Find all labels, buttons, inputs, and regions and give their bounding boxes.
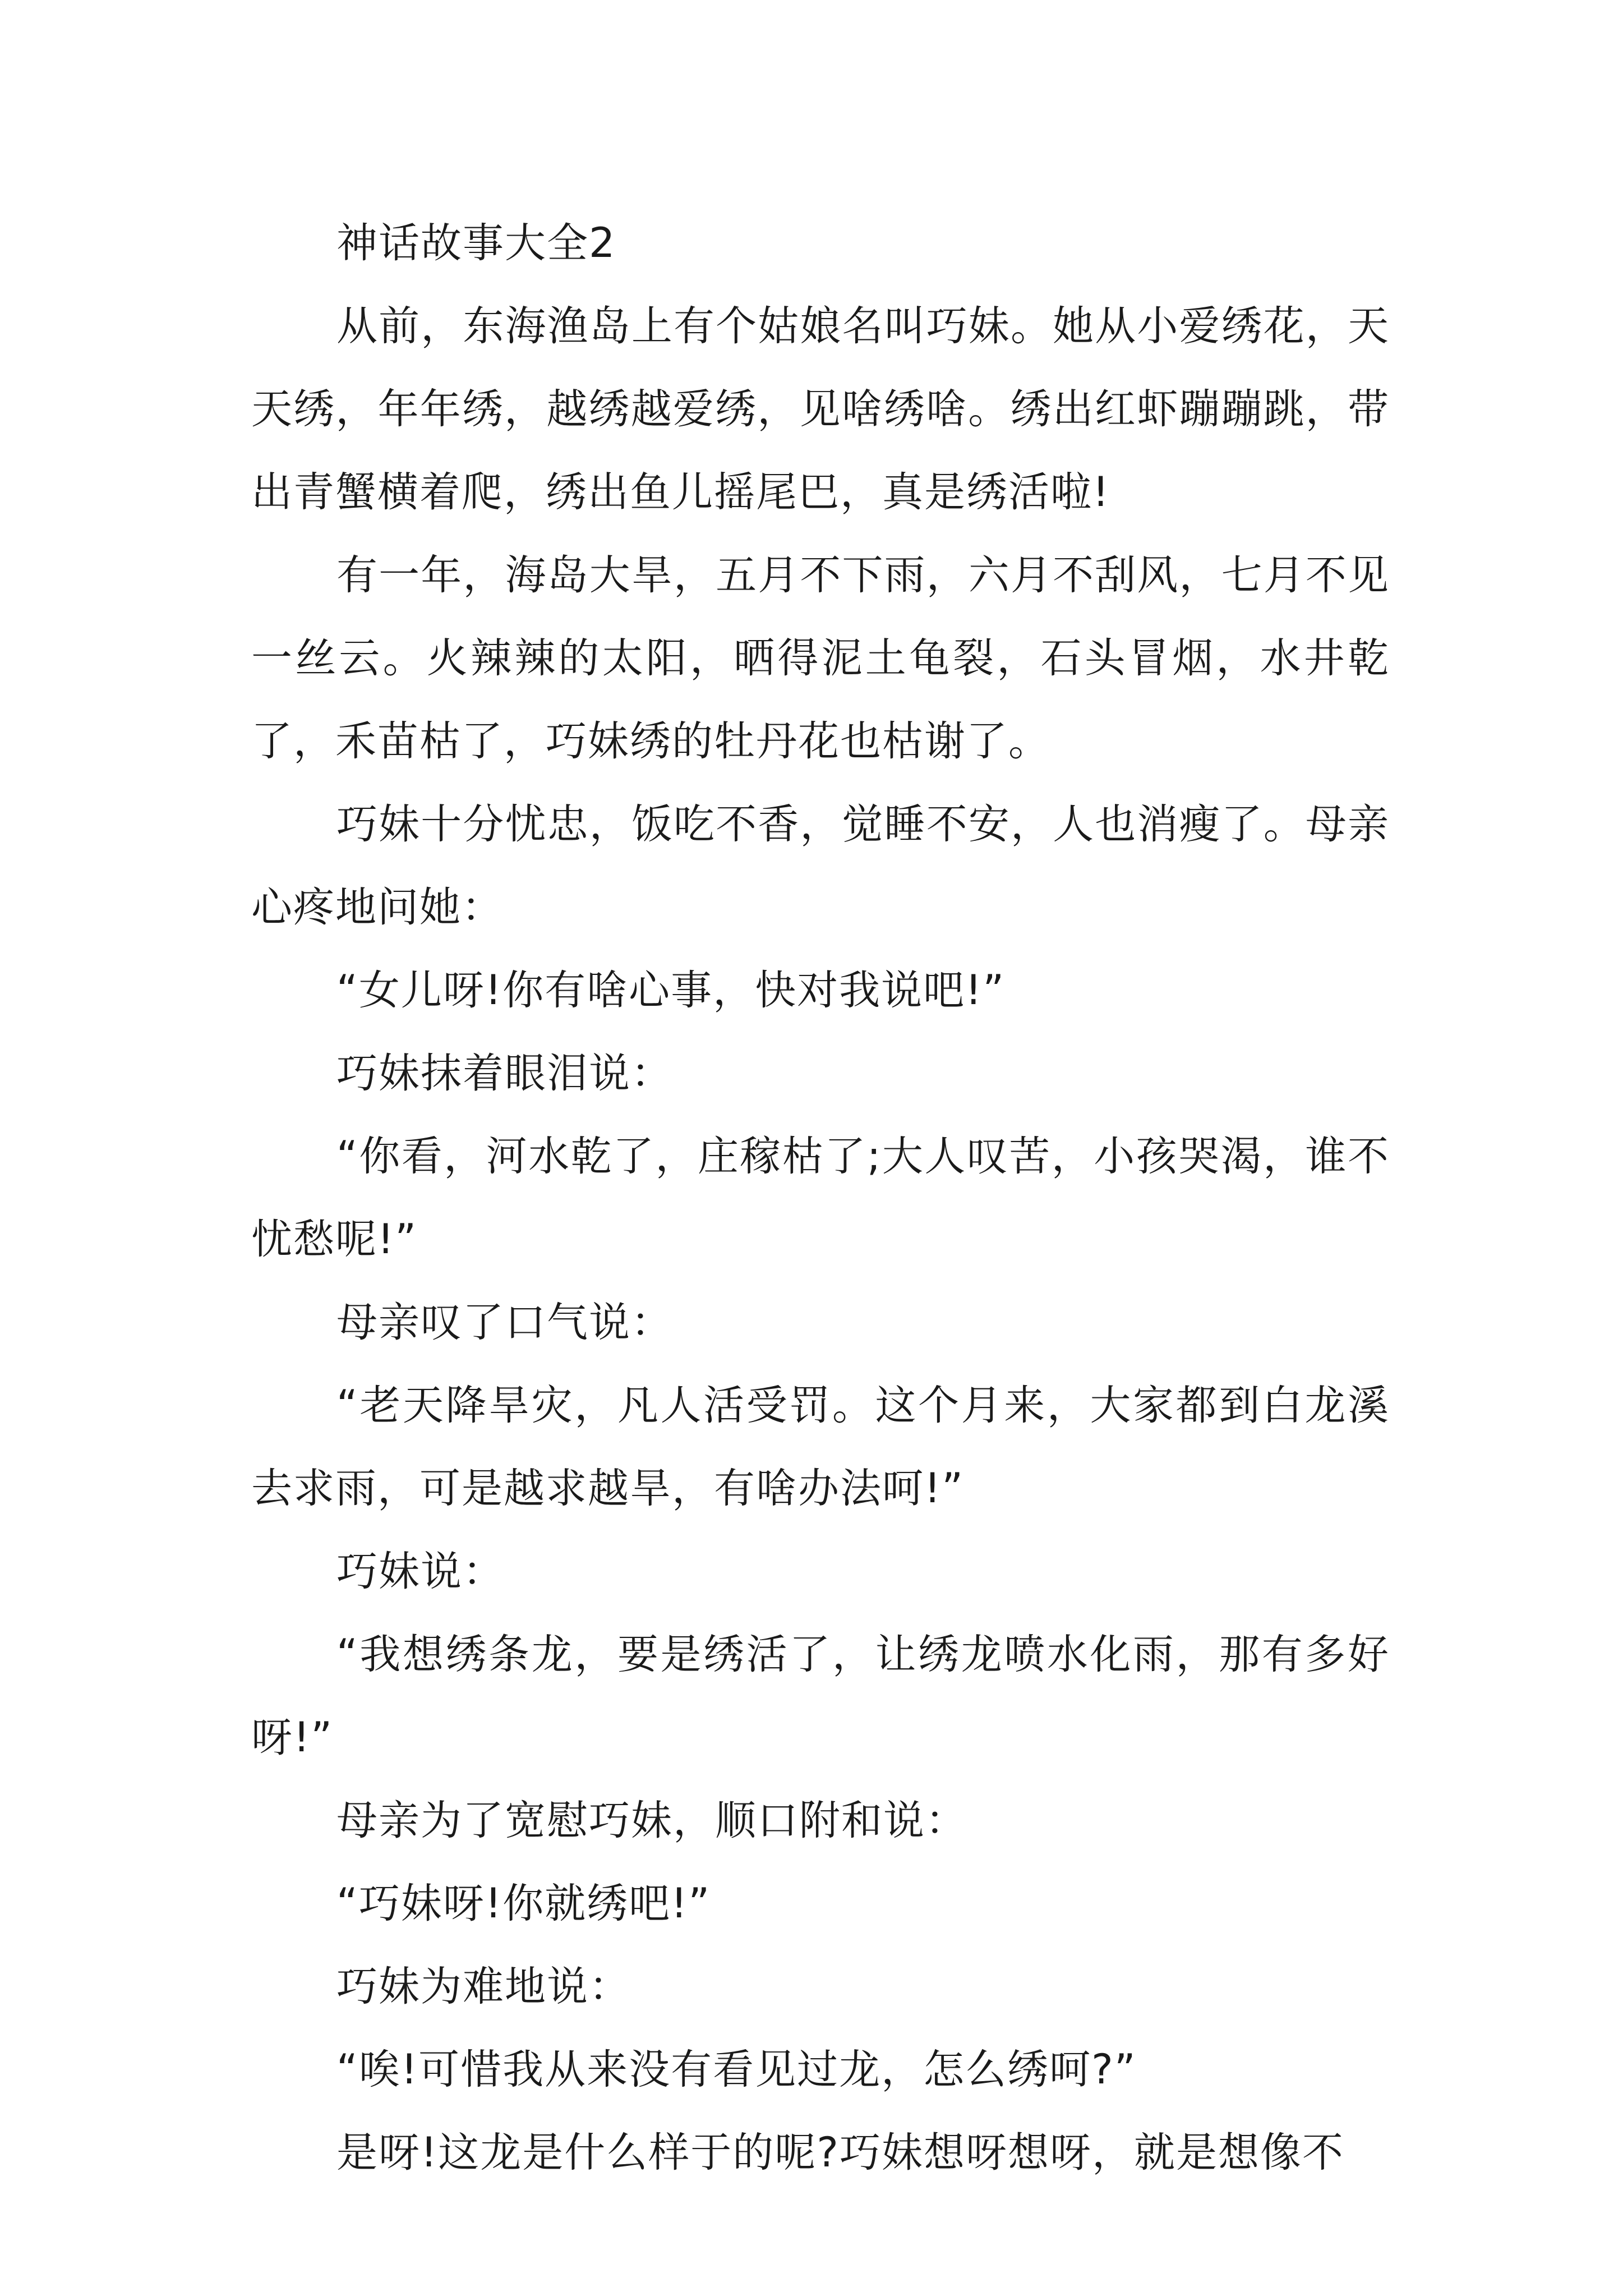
paragraph: “唉!可惜我从来没有看见过龙，怎么绣呵?” <box>336 2046 1137 2093</box>
paragraph: 是呀!这龙是什么样于的呢?巧妹想呀想呀，就是想像不 <box>336 2129 1345 2177</box>
paragraph: 有一年，海岛大旱，五月不下雨，六月不刮风，七月不见一丝云。火辣辣的太阳，晒得泥土龟裂，石头冒烟，水井乾了，禾苗枯了，巧妹绣的牡丹花也枯谢了。 <box>251 551 1390 765</box>
paragraph: “我想绣条龙，要是绣活了，让绣龙喷水化雨，那有多好呀!” <box>251 1631 1390 1761</box>
document-title: 神话故事大全2 <box>336 219 616 267</box>
paragraph: 从前，东海渔岛上有个姑娘名叫巧妹。她从小爱绣花，天天绣，年年绣，越绣越爱绣，见啥绣啥。绣出红虾蹦蹦跳，带出青蟹横着爬，绣出鱼儿摇尾巴，真是绣活啦! <box>251 302 1390 516</box>
paragraph: 巧妹抹着眼泪说： <box>336 1050 673 1097</box>
paragraph: 巧妹说： <box>336 1548 505 1595</box>
paragraph: 母亲叹了口气说： <box>336 1299 673 1346</box>
paragraph: 母亲为了宽慰巧妹，顺口附和说： <box>336 1797 967 1844</box>
paragraph: “老天降旱灾，凡人活受罚。这个月来，大家都到白龙溪去求雨，可是越求越旱，有啥办法呵!” <box>251 1382 1390 1512</box>
paragraph: “巧妹呀!你就绣吧!” <box>336 1880 711 1927</box>
paragraph: 巧妹为难地说： <box>336 1963 631 2010</box>
paragraph: “女儿呀!你有啥心事，快对我说吧!” <box>336 967 1006 1014</box>
document-body <box>251 202 1390 2194</box>
paragraph: “你看，河水乾了，庄稼枯了;大人叹苦，小孩哭渴，谁不忧愁呢!” <box>251 1133 1390 1263</box>
paragraph: 巧妹十分忧忠，饭吃不香，觉睡不安，人也消瘦了。母亲心疼地问她： <box>251 800 1390 931</box>
